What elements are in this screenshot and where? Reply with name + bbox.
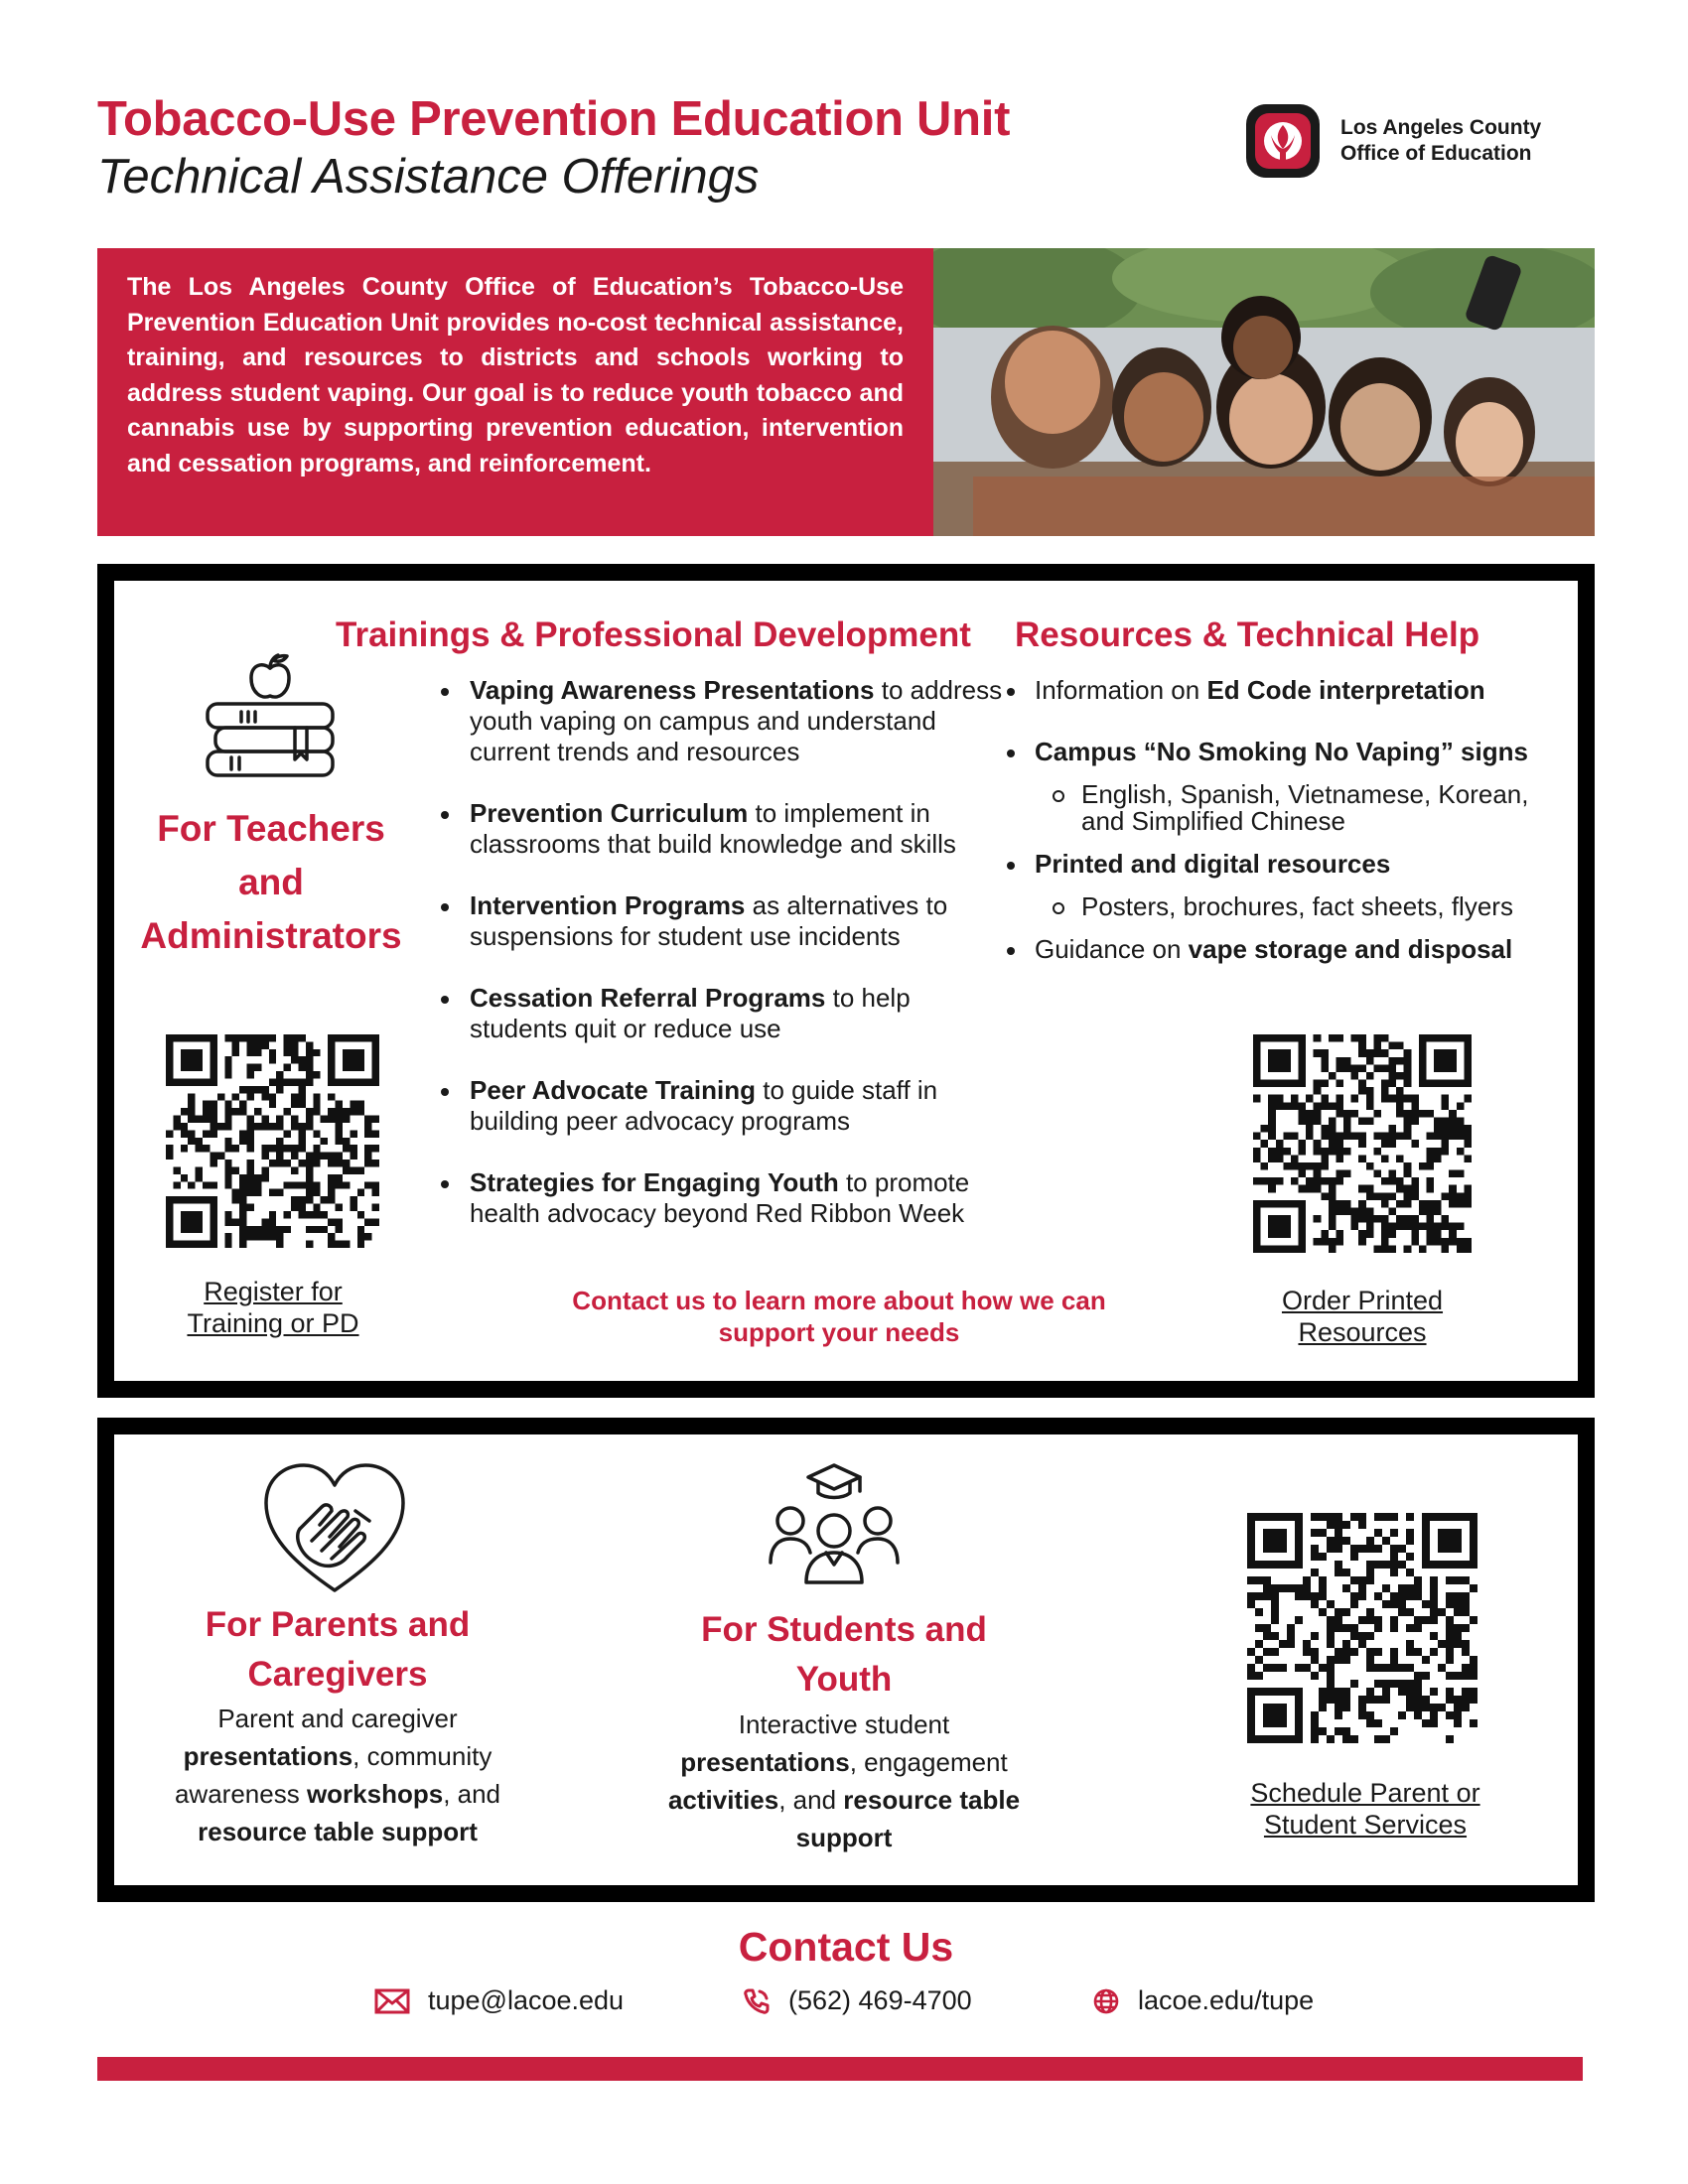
students-graduation-icon	[765, 1459, 904, 1588]
heart-hands-icon	[260, 1459, 409, 1596]
intro-panel	[97, 248, 933, 536]
resources-list	[1003, 675, 1559, 965]
globe-icon	[1092, 1987, 1120, 2015]
order-qr-code[interactable]	[1253, 1034, 1472, 1253]
logo-line-2: Office of Education	[1340, 142, 1532, 165]
students-description: Interactive student presentations, engagement activities, and resource table support	[667, 1709, 1021, 1852]
intro-text: The Los Angeles County Office of Education’s Tobacco-Use Prevention Education Unit provides no-cost technical assistance, training, and resources to districts and schools working to address student vaping. Our goal is to reduce youth tobacco and cannabis use by supporting prevention education, intervention and cessation programs, and reinforcement.	[127, 273, 904, 478]
photo-illustration	[933, 248, 1595, 536]
footer-bar	[97, 2057, 1583, 2081]
schedule-qr-code[interactable]	[1247, 1513, 1477, 1743]
training-item: Intervention Programs as alternatives to suspensions for student use incidents	[437, 890, 1003, 952]
register-qr-code[interactable]	[166, 1034, 379, 1248]
contact-heading: Contact Us	[738, 1924, 954, 1970]
contact-phone[interactable]: (562) 469-4700	[743, 1985, 972, 2016]
resource-item-ed-code: Information on Ed Code interpretation	[1003, 675, 1559, 706]
register-training-link[interactable]: Register for Training or PD	[187, 1277, 359, 1338]
parents-description: Parent and caregiver presentations, community awareness workshops, and resource table support	[174, 1704, 501, 1846]
contact-cta-text: Contact us to learn more about how we can support your needs	[572, 1286, 1106, 1347]
lacoe-logo-icon	[1243, 101, 1323, 181]
contact-email[interactable]: tupe@lacoe.edu	[374, 1985, 624, 2016]
resource-item-signs: Campus “No Smoking No Vaping” signs English, Spanish, Vietnamese, Korean, and Simplified Chinese	[1003, 737, 1559, 835]
order-resources-link[interactable]: Order Printed Resources	[1281, 1286, 1444, 1347]
trainings-list	[437, 675, 1003, 1260]
training-item: Prevention Curriculum to implement in classrooms that build knowledge and skills	[437, 798, 1003, 860]
resources-heading: Resources & Technical Help	[1015, 615, 1480, 654]
books-apple-icon	[204, 640, 338, 779]
resource-subitem-posters: Posters, brochures, fact sheets, flyers	[1049, 893, 1559, 920]
for-parents-heading: For Parents and Caregivers	[205, 1605, 471, 1694]
training-item: Cessation Referral Programs to help students quit or reduce use	[437, 983, 1003, 1044]
resource-item-disposal: Guidance on vape storage and disposal	[1003, 934, 1559, 965]
contact-website[interactable]: lacoe.edu/tupe	[1092, 1985, 1314, 2016]
page-title: Tobacco-Use Prevention Education Unit	[97, 92, 1011, 146]
page-subtitle: Technical Assistance Offerings	[97, 150, 760, 204]
trainings-heading: Trainings & Professional Development	[336, 615, 971, 654]
resource-item-printed: Printed and digital resources Posters, brochures, fact sheets, flyers	[1003, 849, 1559, 920]
phone-icon	[743, 1987, 771, 2015]
lacoe-logo	[1243, 101, 1541, 181]
for-teachers-heading: For Teachers and Administrators	[140, 808, 402, 956]
schedule-services-link[interactable]: Schedule Parent or Student Services	[1250, 1778, 1480, 1840]
resource-subitem-languages: English, Spanish, Vietnamese, Korean, and Simplified Chinese	[1049, 781, 1559, 835]
envelope-icon	[374, 1988, 410, 2014]
training-item: Peer Advocate Training to guide staff in building peer advocacy programs	[437, 1075, 1003, 1137]
students-selfie-photo	[933, 248, 1595, 536]
training-item: Vaping Awareness Presentations to address youth vaping on campus and understand current trends and resources	[437, 675, 1003, 767]
training-item: Strategies for Engaging Youth to promote health advocacy beyond Red Ribbon Week	[437, 1167, 1003, 1229]
logo-line-1: Los Angeles County	[1340, 116, 1542, 139]
for-students-heading: For Students and Youth	[701, 1610, 987, 1699]
